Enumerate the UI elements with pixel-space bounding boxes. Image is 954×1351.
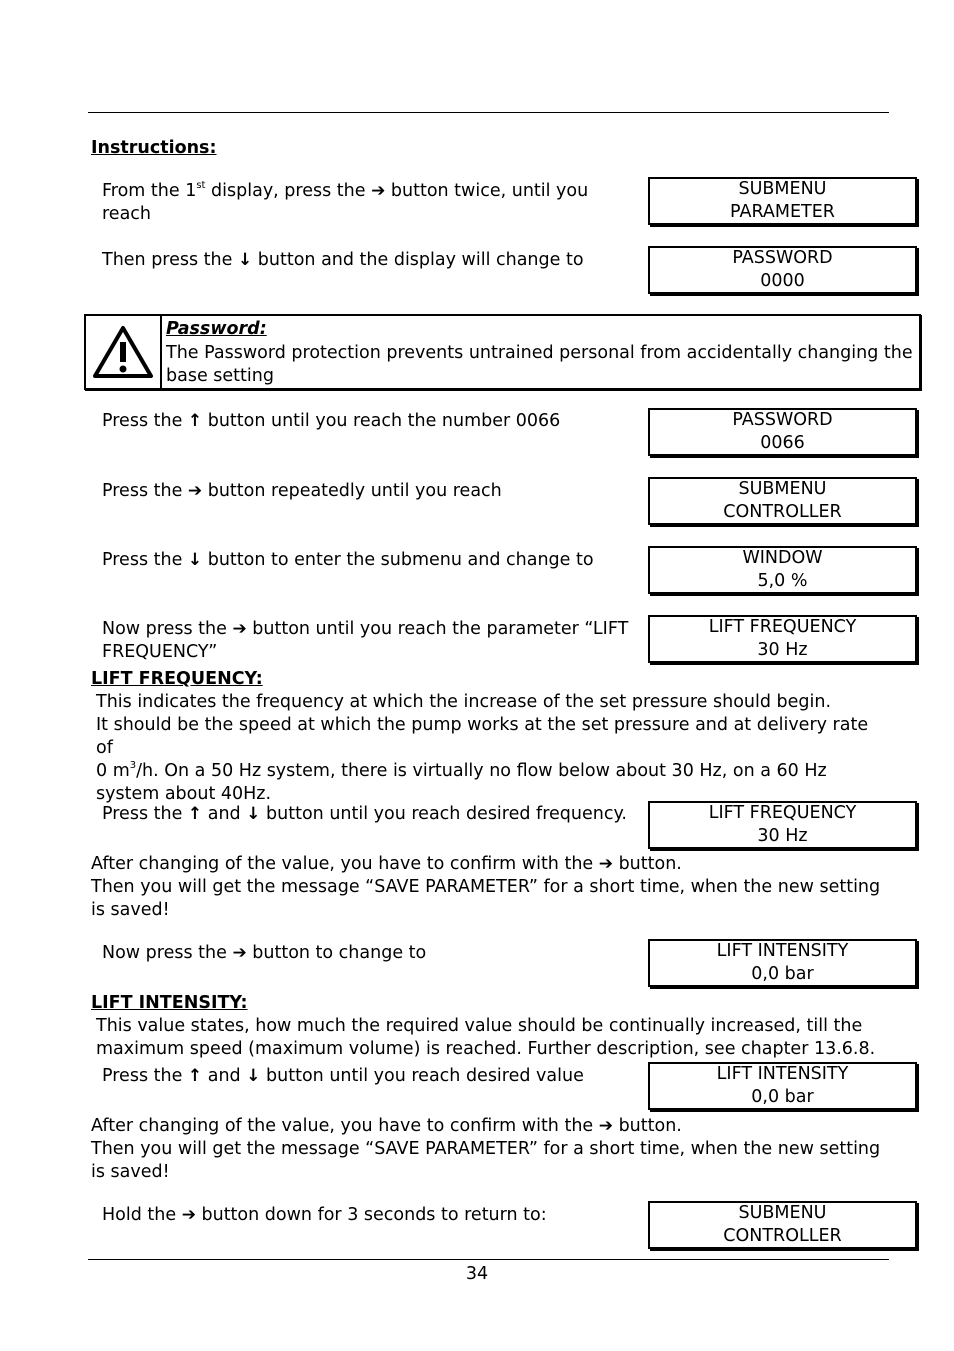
- confirm-text-2: After changing of the value, you have to confirm with the ➔ button. Then you will get the message “SAVE PARAMETER” for a short time, when the new setting is saved!: [91, 1116, 881, 1182]
- down-arrow-icon: ↓: [246, 1066, 261, 1086]
- display-lift-intensity-2: LIFT INTENSITY 0,0 bar: [648, 1062, 917, 1110]
- up-arrow-icon: ↑: [187, 1066, 203, 1086]
- step-10-text: Hold the ➔ button down for 3 seconds to return to:: [102, 1205, 547, 1225]
- display-submenu-controller: SUBMENU CONTROLLER: [648, 477, 917, 525]
- right-arrow-icon: ➔: [598, 1116, 613, 1136]
- footer-rule: [88, 1259, 889, 1260]
- step-6-text: Now press the ➔ button until you reach the parameter “LIFT FREQUENCY”: [102, 619, 629, 662]
- note-icon-cell: [86, 316, 162, 388]
- right-arrow-icon: ➔: [371, 181, 386, 201]
- display-window: WINDOW 5,0 %: [648, 546, 917, 594]
- lift-frequency-heading: LIFT FREQUENCY:: [91, 669, 263, 689]
- down-arrow-icon: ↓: [187, 550, 203, 570]
- confirm-text-1: After changing of the value, you have to confirm with the ➔ button. Then you will get the message “SAVE PARAMETER” for a short time, when the new setting is saved!: [91, 854, 881, 920]
- display-lift-frequency-2: LIFT FREQUENCY 30 Hz: [648, 801, 917, 849]
- display-lift-intensity: LIFT INTENSITY 0,0 bar: [648, 939, 917, 987]
- note-body: [166, 318, 916, 389]
- display-password-0066: PASSWORD 0066: [648, 408, 917, 456]
- down-arrow-icon: ↓: [237, 250, 253, 270]
- step-8-text: Now press the ➔ button to change to: [102, 943, 427, 963]
- step-3-text: Press the ↑ button until you reach the number 0066: [102, 411, 561, 431]
- password-note-box: [84, 314, 921, 390]
- right-arrow-icon: ➔: [232, 943, 247, 963]
- step-1-text: From the 1st display, press the ➔ button twice, until you reach: [102, 180, 589, 224]
- display-lift-frequency: LIFT FREQUENCY 30 Hz: [648, 615, 917, 663]
- lift-intensity-heading: LIFT INTENSITY:: [91, 993, 248, 1013]
- up-arrow-icon: ↑: [187, 411, 203, 431]
- right-arrow-icon: ➔: [181, 1205, 196, 1225]
- down-arrow-icon: ↓: [246, 804, 261, 824]
- display-submenu-parameter: SUBMENU PARAMETER: [648, 177, 917, 225]
- right-arrow-icon: ➔: [598, 854, 613, 874]
- right-arrow-icon: ➔: [187, 481, 203, 501]
- lift-frequency-description: This indicates the frequency at which the increase of the set pressure should begin. It should be the speed at which the pump works at the set pressure and at delivery rate of 0 $m^3/h$. On a 50 Hz system, there is virtually no flow below about 30 Hz, on a 60 Hz system about 40Hz.: [96, 692, 869, 804]
- display-submenu-controller-2: SUBMENU CONTROLLER: [648, 1201, 917, 1249]
- step-7-text: Press the ↑ and ↓ button until you reach desired frequency.: [102, 804, 627, 824]
- instructions-heading: Instructions:: [91, 138, 217, 158]
- step-2-text: Then press the ↓ button and the display will change to: [102, 250, 584, 270]
- step-4-text: Press the ➔ button repeatedly until you reach: [102, 481, 502, 501]
- display-password-0000: PASSWORD 0000: [648, 246, 917, 294]
- right-arrow-icon: ➔: [232, 619, 247, 639]
- note-text: The Password protection prevents untrained personal from accidentally changing the base setting: [166, 342, 913, 386]
- lift-intensity-description: This value states, how much the required value should be continually increased, till the maximum speed (maximum volume) is reached. Further description, see chapter 13.6.8.: [96, 1016, 876, 1059]
- header-rule: [88, 112, 889, 113]
- page-number: 34: [465, 1264, 489, 1284]
- note-title: Password:: [166, 319, 267, 339]
- step-5-text: Press the ↓ button to enter the submenu and change to: [102, 550, 594, 570]
- up-arrow-icon: ↑: [187, 804, 203, 824]
- step-9-text: Press the ↑ and ↓ button until you reach desired value: [102, 1066, 584, 1086]
- warning-icon: [91, 324, 155, 380]
